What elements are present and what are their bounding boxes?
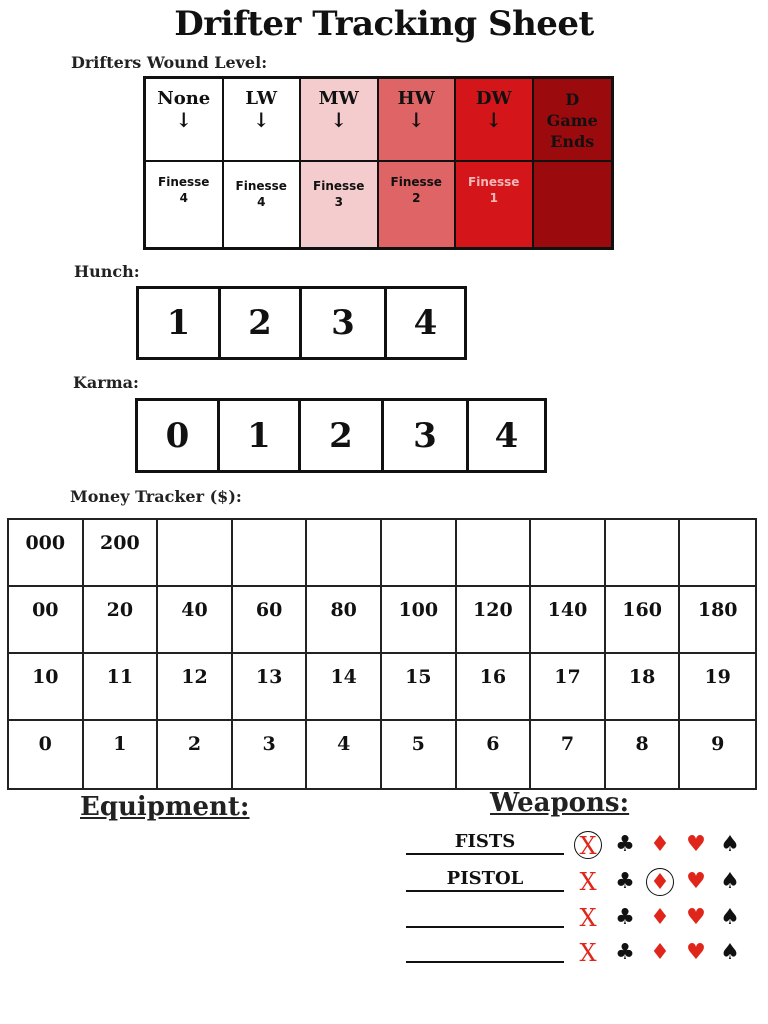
spade-suit-icon[interactable]: ♠ (720, 905, 740, 930)
money-cell[interactable] (457, 520, 532, 587)
money-cell[interactable]: 20 (84, 587, 159, 654)
wound-dw-cell[interactable] (456, 79, 534, 162)
money-cell[interactable]: 140 (531, 587, 606, 654)
karma-box-2[interactable]: 2 (301, 401, 384, 470)
money-cell[interactable]: 60 (233, 587, 308, 654)
money-cell[interactable]: 2 (158, 721, 233, 788)
finesse-value: 2 (412, 191, 421, 205)
money-cell[interactable] (233, 520, 308, 587)
money-tracker-grid (7, 518, 757, 790)
wound-none-cell[interactable] (146, 79, 224, 162)
money-cell[interactable]: 14 (307, 654, 382, 721)
money-cell[interactable]: 12 (158, 654, 233, 721)
club-suit-icon[interactable]: ♣ (615, 869, 635, 894)
finesse-dw-cell (456, 162, 534, 247)
finesse-label: Finesse (390, 175, 442, 189)
finesse-label: Finesse (313, 179, 365, 193)
money-cell[interactable]: 8 (606, 721, 681, 788)
x-mark-icon[interactable]: X (579, 868, 597, 896)
hunch-track (136, 286, 467, 360)
karma-box-4[interactable]: 4 (494, 415, 519, 456)
down-arrow-icon: ↓ (175, 108, 193, 132)
finesse-hw-cell (379, 162, 457, 247)
wound-none-label: None (157, 88, 211, 109)
money-cell[interactable]: 10 (9, 654, 84, 721)
money-cell[interactable]: 40 (158, 587, 233, 654)
wound-d-game: Game (546, 111, 598, 130)
weapon-name-field[interactable] (406, 902, 564, 928)
down-arrow-icon: ↓ (330, 108, 348, 132)
finesse-value: 3 (334, 195, 343, 209)
heart-suit-icon[interactable]: ♥ (686, 832, 706, 857)
finesse-label: Finesse (235, 179, 287, 193)
money-cell[interactable]: 18 (606, 654, 681, 721)
money-cell[interactable]: 19 (680, 654, 755, 721)
spade-suit-icon[interactable]: ♠ (720, 869, 740, 894)
money-cell[interactable]: 11 (84, 654, 159, 721)
money-cell[interactable]: 000 (9, 520, 84, 587)
finesse-lw-cell (224, 162, 302, 247)
wound-hw-cell[interactable] (379, 79, 457, 162)
club-suit-icon[interactable]: ♣ (615, 832, 635, 857)
hunch-box-1[interactable]: 1 (139, 289, 221, 357)
spade-suit-icon[interactable]: ♠ (720, 832, 740, 857)
finesse-value: 1 (489, 191, 498, 205)
spade-suit-icon[interactable]: ♠ (720, 940, 740, 965)
money-cell[interactable]: 100 (382, 587, 457, 654)
wound-hw-label: HW (397, 88, 435, 109)
hunch-box-3[interactable]: 3 (302, 289, 387, 357)
money-cell[interactable]: 160 (606, 587, 681, 654)
club-suit-icon[interactable]: ♣ (615, 940, 635, 965)
money-cell[interactable] (606, 520, 681, 587)
down-arrow-icon: ↓ (252, 108, 270, 132)
x-mark-icon[interactable]: X (579, 904, 597, 932)
finesse-value: 4 (257, 195, 266, 209)
money-cell[interactable]: 80 (307, 587, 382, 654)
money-cell[interactable]: 15 (382, 654, 457, 721)
heart-suit-icon[interactable]: ♥ (686, 940, 706, 965)
finesse-none-cell (146, 162, 224, 247)
diamond-suit-icon[interactable]: ♦ (646, 868, 674, 896)
wound-level-label: Drifters Wound Level: (71, 53, 268, 72)
weapon-name-field[interactable] (406, 937, 564, 963)
finesse-label: Finesse (158, 175, 210, 189)
heart-suit-icon[interactable]: ♥ (686, 905, 706, 930)
weapon-name-field[interactable]: PISTOL (406, 866, 564, 892)
money-cell[interactable]: 0 (9, 721, 84, 788)
page-title: Drifter Tracking Sheet (174, 4, 594, 44)
money-cell[interactable] (531, 520, 606, 587)
wound-dw-label: DW (475, 88, 512, 109)
money-cell[interactable]: 1 (84, 721, 159, 788)
wound-mw-cell[interactable] (301, 79, 379, 162)
x-mark-icon[interactable]: X (574, 831, 602, 859)
finesse-mw-cell (301, 162, 379, 247)
money-cell[interactable]: 6 (457, 721, 532, 788)
karma-box-3[interactable]: 3 (384, 401, 469, 470)
money-cell[interactable]: 13 (233, 654, 308, 721)
money-cell[interactable]: 7 (531, 721, 606, 788)
weapon-name-field[interactable]: FISTS (406, 829, 564, 855)
hunch-label: Hunch: (74, 262, 140, 281)
hunch-box-2[interactable]: 2 (221, 289, 302, 357)
karma-track (135, 398, 547, 473)
money-cell[interactable]: 16 (457, 654, 532, 721)
money-cell[interactable]: 200 (84, 520, 159, 587)
karma-box-0[interactable]: 0 (138, 401, 220, 470)
down-arrow-icon: ↓ (407, 108, 425, 132)
wound-d-cell[interactable] (534, 79, 612, 162)
wound-d-label: D (565, 90, 580, 109)
wound-lw-cell[interactable] (224, 79, 302, 162)
money-cell[interactable]: 17 (531, 654, 606, 721)
hunch-box-4[interactable]: 4 (413, 303, 438, 343)
wound-level-table (143, 76, 614, 250)
money-cell[interactable] (158, 520, 233, 587)
wound-d-ends: Ends (550, 132, 595, 151)
money-tracker-label: Money Tracker ($): (70, 487, 242, 506)
club-suit-icon[interactable]: ♣ (615, 905, 635, 930)
money-cell[interactable]: 9 (711, 733, 725, 755)
money-cell[interactable]: 120 (457, 587, 532, 654)
money-cell[interactable]: 4 (307, 721, 382, 788)
money-cell[interactable]: 00 (9, 587, 84, 654)
x-mark-icon[interactable]: X (579, 939, 597, 967)
wound-lw-label: LW (245, 88, 278, 109)
finesse-d-cell (534, 162, 612, 247)
money-cell[interactable] (680, 520, 755, 587)
money-cell[interactable] (382, 520, 457, 587)
money-cell[interactable]: 3 (233, 721, 308, 788)
money-cell[interactable] (307, 520, 382, 587)
heart-suit-icon[interactable]: ♥ (686, 869, 706, 894)
diamond-suit-icon[interactable]: ♦ (650, 832, 670, 857)
finesse-value: 4 (179, 191, 188, 205)
down-arrow-icon: ↓ (485, 108, 503, 132)
finesse-label: Finesse (468, 175, 520, 189)
diamond-suit-icon[interactable]: ♦ (650, 905, 670, 930)
wound-mw-label: MW (318, 88, 359, 109)
equipment-heading: Equipment: (80, 792, 250, 822)
diamond-suit-icon[interactable]: ♦ (650, 940, 670, 965)
weapons-heading: Weapons: (490, 788, 630, 818)
money-cell[interactable]: 5 (382, 721, 457, 788)
karma-label: Karma: (73, 373, 139, 392)
money-cell[interactable]: 180 (680, 587, 755, 654)
karma-box-1[interactable]: 1 (220, 401, 301, 470)
